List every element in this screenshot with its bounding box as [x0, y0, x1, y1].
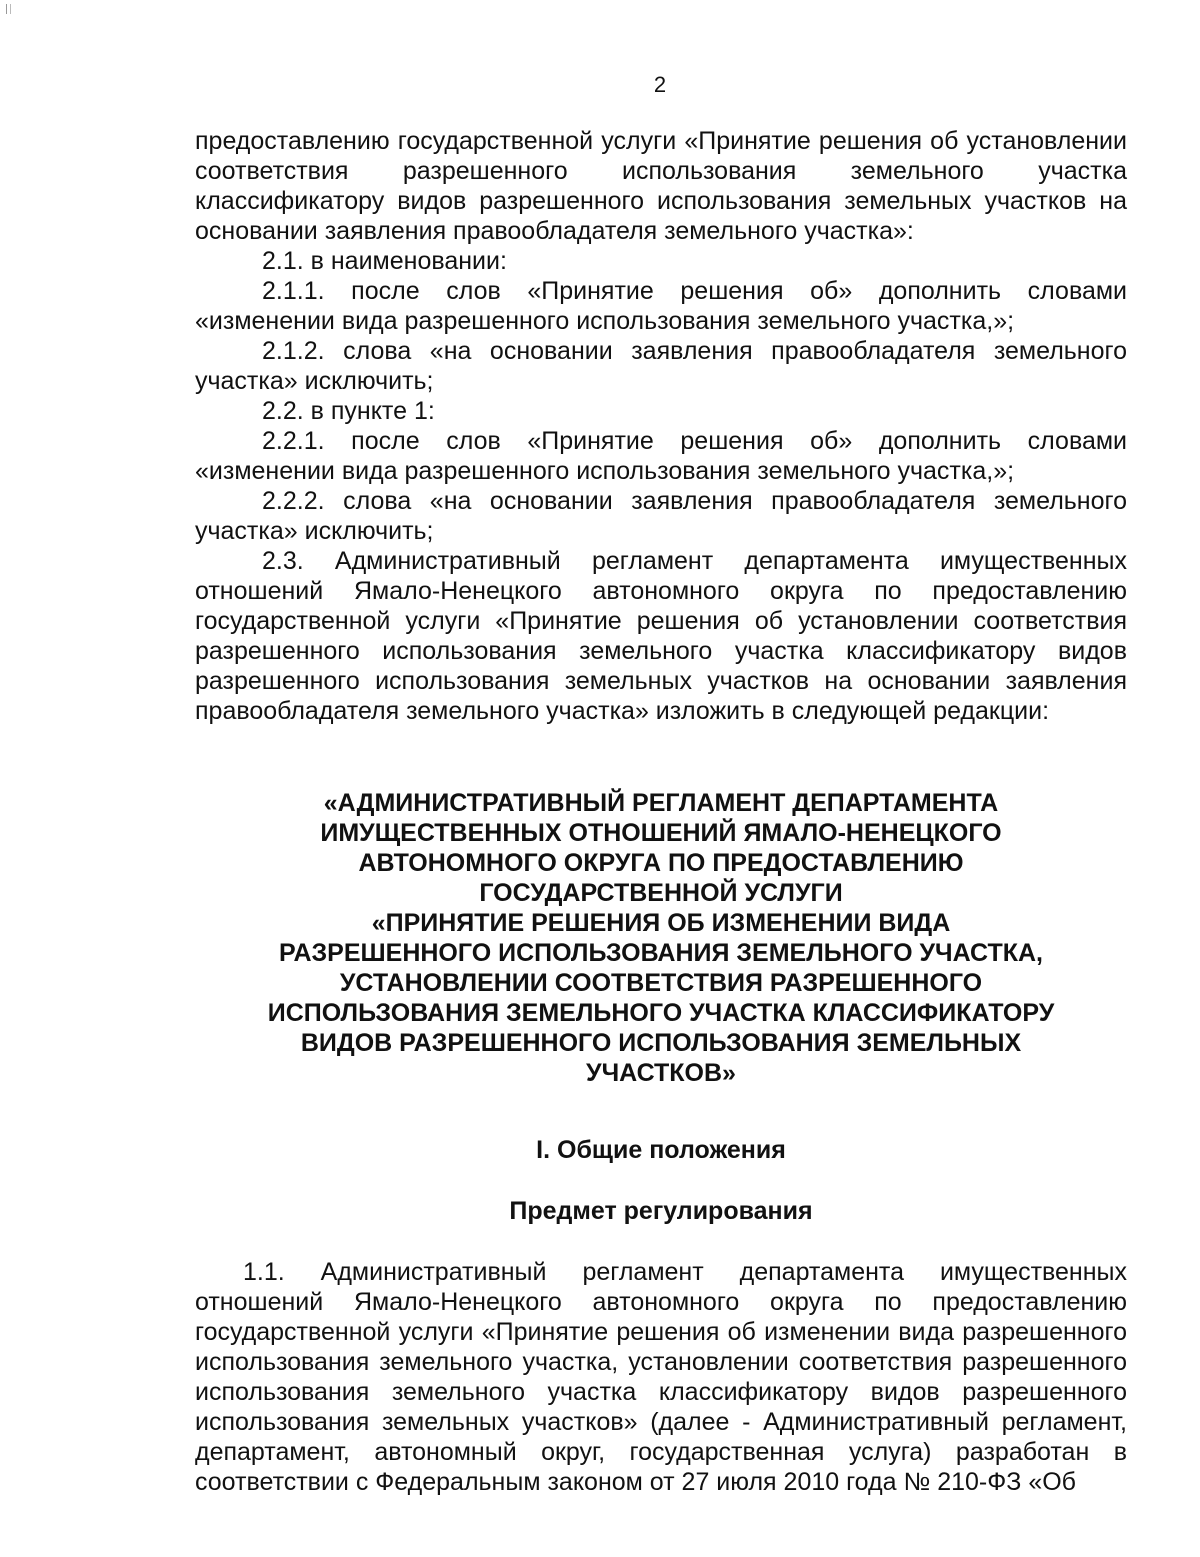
amendment-text — [195, 126, 1127, 726]
title-line: «АДМИНИСТРАТИВНЫЙ РЕГЛАМЕНТ ДЕПАРТАМЕНТА — [323, 789, 999, 817]
section-heading-general: I. Общие положения — [536, 1136, 786, 1164]
scan-artifact-mark — [6, 4, 11, 14]
title-line: АВТОНОМНОГО ОКРУГА ПО ПРЕДОСТАВЛЕНИЮ — [358, 849, 964, 877]
paragraph-2-2: 2.2. в пункте 1: — [262, 397, 435, 425]
paragraph-2-2-1: 2.2.1. после слов «Принятие решения об» дополнить словами «изменении вида разрешенного использования земельного участка,»; — [195, 427, 1127, 485]
title-line: УЧАСТКОВ» — [586, 1059, 736, 1087]
paragraph-2-1-1: 2.1.1. после слов «Принятие решения об» дополнить словами «изменении вида разрешенного использования земельного участка,»; — [195, 277, 1127, 335]
title-line: ГОСУДАРСТВЕННОЙ УСЛУГИ — [479, 879, 843, 907]
regulation-title — [195, 788, 1127, 1088]
subsection-heading-subject: Предмет регулирования — [509, 1197, 813, 1225]
title-line: РАЗРЕШЕННОГО ИСПОЛЬЗОВАНИЯ ЗЕМЕЛЬНОГО УЧАСТКА, — [278, 939, 1043, 967]
paragraph-1-1: 1.1. Административный регламент департамента имущественных отношений Ямало-Ненецкого автономного округа по предоставлению государственной услуги «Принятие решения об изменении вида разрешенного использования земельного участка, установлении соответствия разрешенного использования земельного участка классификатору видов разрешенного использования земельных участков» (далее - Административный регламент, департамент, автономный округ, государственная услуга) разработан в соответствии с Федеральным законом от 27 июля 2010 года № 210-ФЗ «Об — [195, 1258, 1127, 1496]
section-text — [195, 1257, 1127, 1497]
paragraph-2-1-2: 2.1.2. слова «на основании заявления правообладателя земельного участка» исключить; — [195, 337, 1127, 395]
paragraph-2-3: 2.3. Административный регламент департамента имущественных отношений Ямало-Ненецкого автономного округа по предоставлению государственной услуги «Принятие решения об установлении соответствия разрешенного использования земельного участка классификатору видов разрешенного использования земельных участков на основании заявления правообладателя земельного участка» изложить в следующей редакции: — [195, 547, 1127, 725]
title-line: ВИДОВ РАЗРЕШЕННОГО ИСПОЛЬЗОВАНИЯ ЗЕМЕЛЬНЫХ — [300, 1029, 1022, 1057]
title-line: ИСПОЛЬЗОВАНИЯ ЗЕМЕЛЬНОГО УЧАСТКА КЛАССИФИКАТОРУ — [267, 999, 1055, 1027]
title-line: УСТАНОВЛЕНИИ СООТВЕТСТВИЯ РАЗРЕШЕННОГО — [339, 969, 983, 997]
paragraph-2-1: 2.1. в наименовании: — [262, 247, 507, 275]
title-line: ИМУЩЕСТВЕННЫХ ОТНОШЕНИЙ ЯМАЛО-НЕНЕЦКОГО — [320, 819, 1002, 847]
title-line: «ПРИНЯТИЕ РЕШЕНИЯ ОБ ИЗМЕНЕНИИ ВИДА — [371, 909, 951, 937]
page-number: 2 — [653, 72, 667, 97]
paragraph-continuation: предоставлению государственной услуги «Принятие решения об установлении соответствия разрешенного использования земельного участка классификатору видов разрешенного использования земельных участков на основании заявления правообладателя земельного участка»: — [195, 127, 1127, 245]
paragraph-2-2-2: 2.2.2. слова «на основании заявления правообладателя земельного участка» исключить; — [195, 487, 1127, 545]
